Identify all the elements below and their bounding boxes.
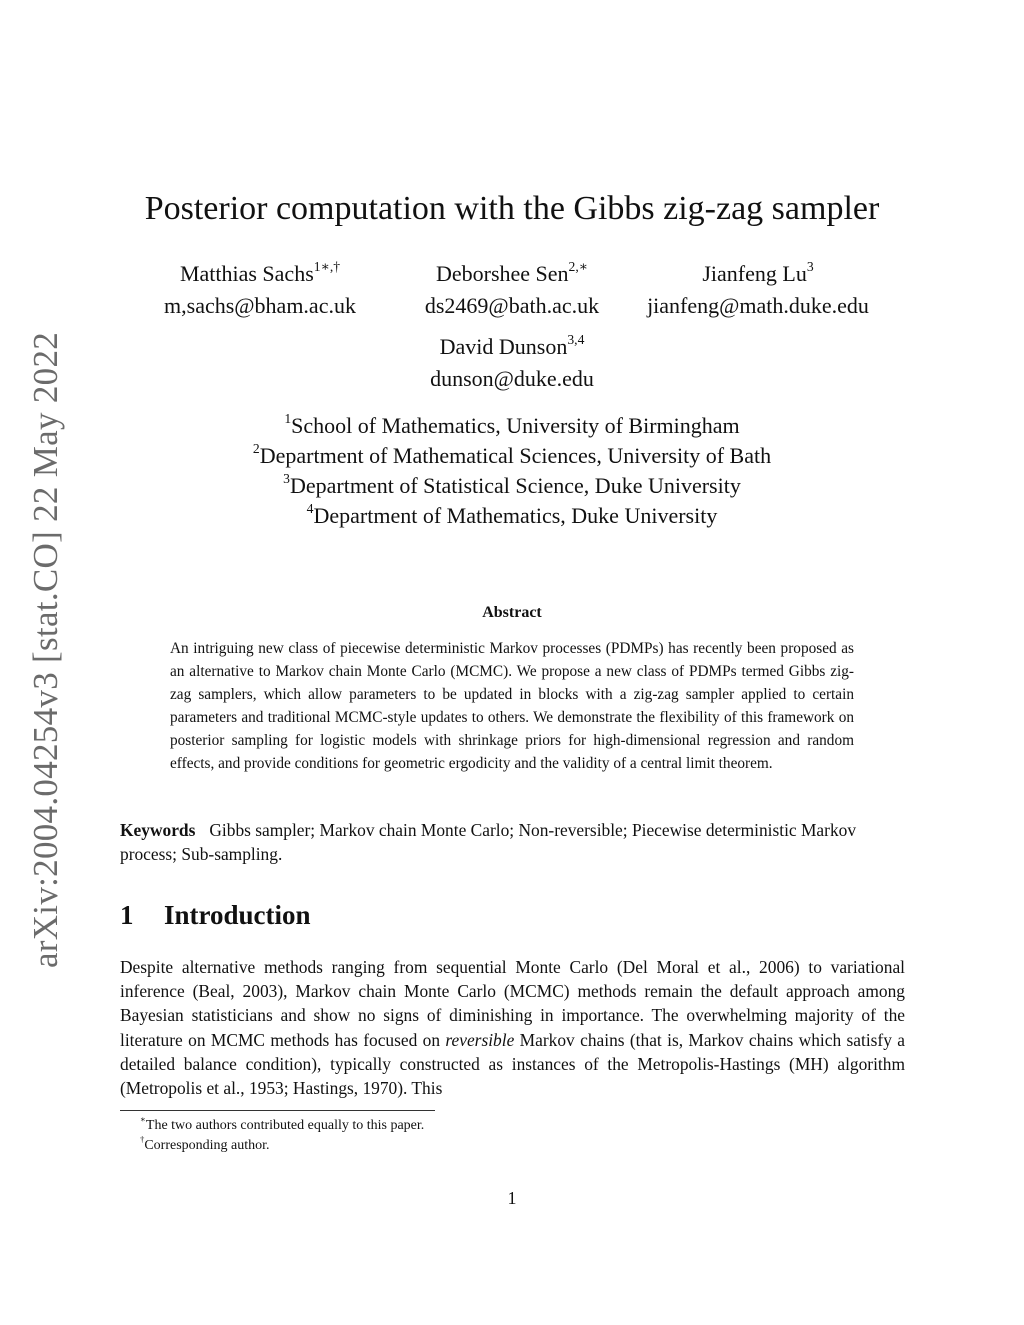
section-number: 1 <box>120 900 134 930</box>
abstract-heading: Abstract <box>482 604 542 621</box>
footnote: ∗The two authors contributed equally to this paper. <box>140 1114 425 1133</box>
affiliation: $^1$School of Mathematics, University of Birmingham <box>284 410 740 438</box>
affiliation: $^3$Department of Statistical Science, Duke University <box>283 470 741 498</box>
author-marks: 3,4 <box>567 331 585 347</box>
author-email: dunson@duke.edu <box>430 366 594 391</box>
author-name: Jianfeng Lu$^3$ <box>702 258 814 286</box>
footnotes <box>140 1116 424 1156</box>
author-email: m,sachs@bham.ac.uk <box>164 293 356 318</box>
keywords <box>120 818 905 866</box>
section-heading <box>120 900 311 931</box>
arxiv-identifier-stamp: arXiv:2004.04254v3 [stat.CO] 22 May 2022 <box>26 331 65 969</box>
keywords-label: Keywords <box>120 820 196 840</box>
author-name: Deborshee Sen$^{2,∗}$ <box>435 258 589 286</box>
footnote-divider <box>120 1110 435 1111</box>
page-number: 1 <box>507 1188 517 1208</box>
footnote: †Corresponding author. <box>140 1134 270 1153</box>
affiliations <box>0 411 1024 531</box>
author-name: Matthias Sachs$^{1∗,\dagger}$ <box>179 258 341 286</box>
paper-title: Posterior computation with the Gibbs zig-zag sampler <box>144 190 880 227</box>
author-block <box>372 331 652 395</box>
author-marks: 2,∗ <box>568 258 589 274</box>
affiliation: $^4$Department of Mathematics, Duke University <box>306 500 718 528</box>
author-marks: 3 <box>806 258 814 274</box>
affiliation: $^2$Department of Mathematical Sciences, University of Bath <box>252 440 772 468</box>
introduction-paragraph: Despite alternative methods ranging from sequential Monte Carlo (Del Moral et al., 2006) to variational inference (Beal, 2003), Markov chain Monte Carlo (MCMC) methods remain the default approach among Bayesian statisticians and show no signs of diminishing in importance. The overwhelming majority of the literature on MCMC methods has focused on reversible Markov chains (that is, Markov chains which satisfy a detailed balance condition), typically constructed as instances of the Metropolis-Hastings (MH) algorithm (Metropolis et al., 1953; Hastings, 1970). This <box>120 957 905 1099</box>
author-email: ds2469@bath.ac.uk <box>424 293 600 318</box>
author-block <box>618 258 898 322</box>
emphasis: reversible <box>445 1029 515 1050</box>
author-name: David Dunson$^{3,4}$ <box>439 331 585 359</box>
section-title: Introduction <box>164 900 311 930</box>
abstract-text: An intriguing new class of piecewise deterministic Markov processes (PDMPs) has recently been proposed as an alternative to Markov chain Monte Carlo (MCMC). We propose a new class of PDMPs termed Gibbs zig-zag samplers, which allow parameters to be updated in blocks with a zig-zag sampler applied to certain parameters and traditional MCMC-style updates to others. We demonstrate the flexibility of this framework on posterior sampling for logistic models with shrinkage priors for high-dimensional regression and random effects, and provide conditions for geometric ergodicity and the validity of a central limit theorem. <box>170 640 854 772</box>
author-block <box>120 258 400 322</box>
keywords-text: Gibbs sampler; Markov chain Monte Carlo; Non-reversible; Piecewise deterministic Markov process; Sub-sampling. <box>120 820 857 864</box>
author-email: jianfeng@math.duke.edu <box>647 293 869 318</box>
author-block <box>372 258 652 322</box>
author-marks: 1∗,† <box>313 258 341 274</box>
